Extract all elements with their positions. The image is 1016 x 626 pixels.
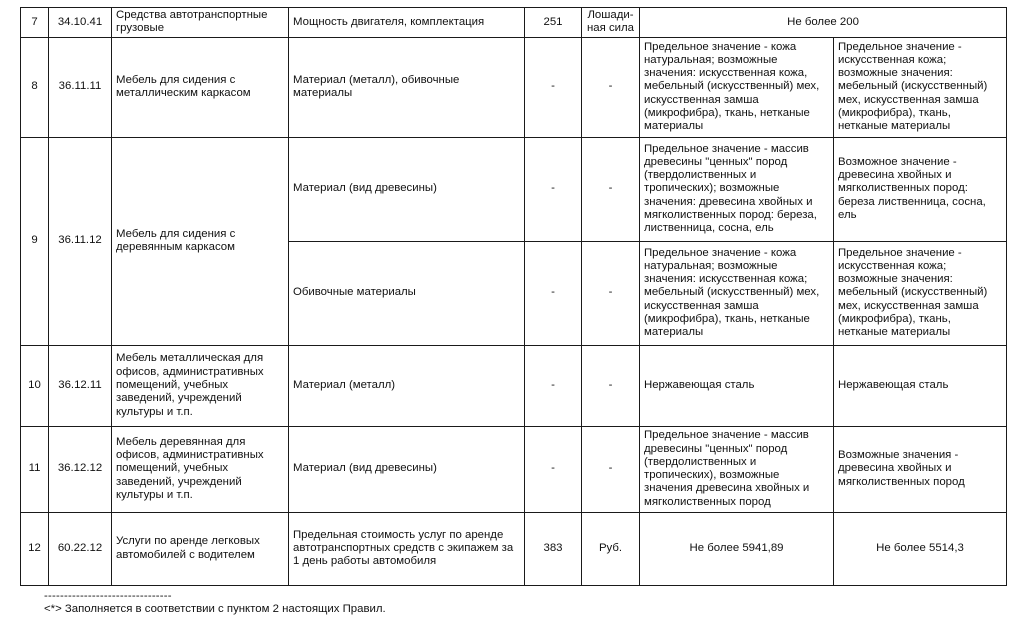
unit-name: - bbox=[582, 37, 640, 137]
row-number: 11 bbox=[21, 426, 49, 512]
value-limit: Нержавеющая сталь bbox=[640, 345, 834, 426]
value-possible: Нержавеющая сталь bbox=[834, 345, 1007, 426]
value-limit: Предельное значение - кожа натуральная; возможные значения: искусственная кожа; мебельный (искусственный) мех, искусственная замша (микрофибра), ткань, нетканые материалы bbox=[640, 241, 834, 345]
value-possible: Предельное значение - искусственная кожа; возможные значения: мебельный (искусственный) мех, искусственная замша (микрофибра), ткань, нетканые материалы bbox=[834, 37, 1007, 137]
value-limit: Предельное значение - массив древесины "ценных" пород (твердолиственных и тропических), возможные значения древесина хвойных и мягколиственных пород bbox=[640, 426, 834, 512]
unit-name: Лошади-ная сила bbox=[582, 8, 640, 38]
unit-name: - bbox=[582, 241, 640, 345]
okei-code: - bbox=[525, 426, 582, 512]
okei-code: 251 bbox=[525, 8, 582, 38]
item-name: Средства автотранспортные грузовые bbox=[112, 8, 289, 38]
characteristic: Мощность двигателя, комплектация bbox=[289, 8, 525, 38]
table-row bbox=[21, 345, 1007, 426]
okpd-code: 36.12.11 bbox=[49, 345, 112, 426]
okpd-code: 36.12.12 bbox=[49, 426, 112, 512]
characteristic: Материал (вид древесины) bbox=[289, 426, 525, 512]
footnote-text: <*> Заполняется в соответствии с пунктом 2 настоящих Правил. bbox=[44, 603, 386, 616]
okei-code: - bbox=[525, 137, 582, 241]
okei-code: - bbox=[525, 241, 582, 345]
okpd-code: 34.10.41 bbox=[49, 8, 112, 38]
characteristic: Предельная стоимость услуг по аренде автотранспортных средств с экипажем за 1 день работы автомобиля bbox=[289, 512, 525, 585]
unit-name: - bbox=[582, 426, 640, 512]
value-possible: Предельное значение - искусственная кожа; возможные значения: мебельный (искусственный) мех, искусственная замша (микрофибра), ткань, нетканые материалы bbox=[834, 241, 1007, 345]
item-name: Мебель деревянная для офисов, административных помещений, учебных заведений, учреждений культуры и т.п. bbox=[112, 426, 289, 512]
table-row bbox=[21, 512, 1007, 585]
unit-name: - bbox=[582, 137, 640, 241]
value-merged: Не более 200 bbox=[640, 8, 1007, 38]
row-number: 8 bbox=[21, 37, 49, 137]
characteristic: Материал (металл), обивочные материалы bbox=[289, 37, 525, 137]
value-possible: Возможные значения - древесина хвойных и мягколиственных пород bbox=[834, 426, 1007, 512]
row-number: 9 bbox=[21, 137, 49, 345]
okei-code: 383 bbox=[525, 512, 582, 585]
footnote bbox=[44, 590, 386, 617]
item-name: Мебель металлическая для офисов, административных помещений, учебных заведений, учреждений культуры и т.п. bbox=[112, 345, 289, 426]
value-possible: Не более 5514,3 bbox=[834, 512, 1007, 585]
item-name: Мебель для сидения с деревянным каркасом bbox=[112, 137, 289, 345]
okpd-code: 36.11.11 bbox=[49, 37, 112, 137]
okei-code: - bbox=[525, 37, 582, 137]
value-limit: Не более 5941,89 bbox=[640, 512, 834, 585]
table-row bbox=[21, 8, 1007, 38]
table-row bbox=[21, 37, 1007, 137]
row-number: 10 bbox=[21, 345, 49, 426]
item-name: Мебель для сидения с металлическим каркасом bbox=[112, 37, 289, 137]
okpd-code: 60.22.12 bbox=[49, 512, 112, 585]
characteristic: Обивочные материалы bbox=[289, 241, 525, 345]
table-row bbox=[21, 426, 1007, 512]
value-limit: Предельное значение - массив древесины "ценных" пород (твердолиственных и тропических); возможные значения: древесина хвойных и мягколиственных пород: береза, лиственница, сосна, ель bbox=[640, 137, 834, 241]
table-row bbox=[21, 137, 1007, 241]
row-number: 7 bbox=[21, 8, 49, 38]
item-name: Услуги по аренде легковых автомобилей с водителем bbox=[112, 512, 289, 585]
footnote-rule: -------------------------------- bbox=[44, 590, 172, 602]
characteristic: Материал (вид древесины) bbox=[289, 137, 525, 241]
requirements-table bbox=[20, 7, 1007, 586]
value-possible: Возможное значение - древесина хвойных и мягколиственных пород: береза лиственница, сосна, ель bbox=[834, 137, 1007, 241]
unit-name: - bbox=[582, 345, 640, 426]
okpd-code: 36.11.12 bbox=[49, 137, 112, 345]
characteristic: Материал (металл) bbox=[289, 345, 525, 426]
okei-code: - bbox=[525, 345, 582, 426]
row-number: 12 bbox=[21, 512, 49, 585]
unit-name: Руб. bbox=[582, 512, 640, 585]
value-limit: Предельное значение - кожа натуральная; возможные значения: искусственная кожа, мебельный (искусственный) мех, искусственная замша (микрофибра), ткань, нетканые материалы bbox=[640, 37, 834, 137]
